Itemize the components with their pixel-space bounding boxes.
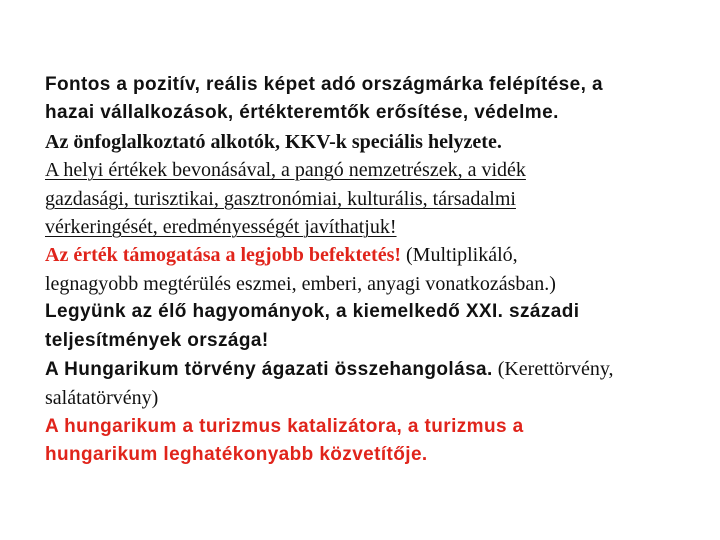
text-line-7 [45, 241, 710, 269]
framework-law-note: (Kerettörvény, [492, 358, 614, 381]
multiplier-note-start: (Multiplikáló, [401, 244, 518, 267]
underlined-line-3: vérkeringését, eredményességét javíthatjuk! [45, 216, 397, 239]
hungarikum-law: A Hungarikum törvény ágazati összehangolása. [45, 359, 493, 381]
highlight-investment: Az érték támogatása a legjobb befektetés! [45, 244, 402, 267]
highlight-tourism-1: A hungarikum a turizmus katalizátora, a turizmus a [45, 415, 524, 437]
multiplier-note-end: legnagyobb megtérülés eszmei, emberi, anyagi vonatkozásban.) [45, 272, 556, 295]
slide-text-body [45, 71, 710, 470]
text-line-11 [45, 355, 710, 384]
underlined-line-2: gazdasági, turisztikai, gasztronómiai, kulturális, társadalmi [45, 187, 516, 210]
highlight-tourism-2: hungarikum leghatékonyabb közvetítője. [45, 444, 428, 466]
underlined-line-1: A helyi értékek bevonásával, a pangó nemzetrészek, a vidék [45, 159, 526, 182]
text-line-2: hazai vállalkozások, értékteremtők erősítése, védelme. [45, 102, 559, 124]
text-line-10: teljesítmények országa! [45, 329, 269, 351]
salad-law-note: salátatörvény) [45, 387, 159, 410]
text-line-9: Legyünk az élő hagyományok, a kiemelkedő XXI. századi [45, 301, 580, 323]
text-line-3: Az önfoglalkoztató alkotók, KKV-k speciális helyzete. [45, 130, 502, 153]
text-line-1: Fontos a pozitív, reális képet adó országmárka felépítése, a [45, 74, 603, 95]
